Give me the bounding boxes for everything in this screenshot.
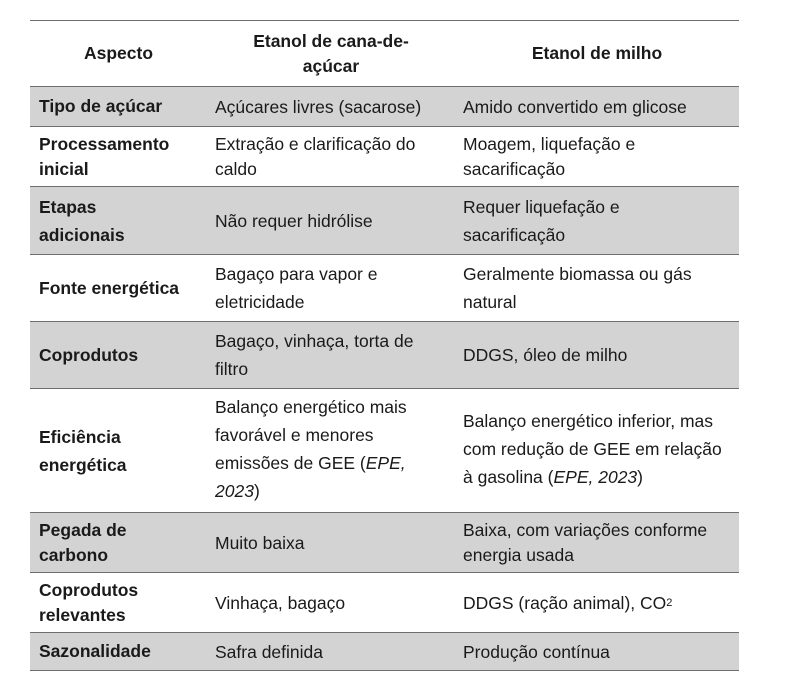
row-corn-value: Baixa, com variações conforme energia usada — [463, 519, 708, 565]
row-aspect: Tipo de açúcar — [39, 96, 163, 116]
row-aspect: Coprodutos — [39, 344, 139, 365]
table-row — [30, 87, 739, 127]
header-sugarcane-ethanol — [207, 21, 455, 86]
row-aspect: Pegada de carbono — [39, 519, 127, 565]
corn-efficiency-close: ) — [637, 467, 643, 487]
comparison-table — [30, 20, 739, 671]
row-aspect: Processamento inicial — [39, 133, 170, 179]
sugarcane-efficiency-citation: EPE, 2023 — [215, 453, 406, 501]
row-aspect: Etapas adicionais — [39, 196, 125, 245]
row-sugarcane-value — [207, 389, 455, 512]
header-corn-ethanol: Etanol de milho — [531, 43, 663, 63]
row-sugarcane-value: Açúcares livres (sacarose) — [215, 96, 422, 117]
header-aspect: Aspecto — [83, 43, 154, 63]
row-aspect: Sazonalidade — [39, 641, 151, 661]
row-corn-value: DDGS, óleo de milho — [463, 345, 628, 365]
row-aspect: Fonte energética — [39, 277, 180, 298]
table-row — [30, 255, 739, 322]
row-corn-value: Amido convertido em glicose — [463, 96, 687, 117]
row-corn-value: Geralmente biomassa ou gás natural — [463, 264, 692, 312]
sugarcane-efficiency-close: ) — [253, 481, 260, 501]
table-row — [30, 389, 739, 513]
row-aspect: Eficiência energética — [39, 426, 127, 475]
corn-efficiency-text: Balanço energético inferior, mas com redução de GEE em relação à gasolina ( — [463, 411, 722, 487]
table-row — [30, 633, 739, 671]
row-corn-value — [455, 573, 739, 632]
corn-coproducts-text: DDGS (ração animal), CO — [463, 592, 667, 613]
row-sugarcane-value: Bagaço para vapor e eletricidade — [215, 264, 378, 312]
corn-efficiency-citation: EPE, 2023 — [553, 467, 638, 487]
table-header-row — [30, 20, 739, 87]
row-sugarcane-value: Vinhaça, bagaço — [215, 592, 346, 613]
row-sugarcane-value: Não requer hidrólise — [215, 210, 373, 231]
table-row — [30, 573, 739, 633]
row-corn-value — [455, 389, 739, 512]
row-corn-value: Requer liquefação e sacarificação — [463, 196, 620, 245]
row-sugarcane-value: Muito baixa — [215, 532, 305, 553]
row-corn-value: Produção contínua — [463, 641, 610, 662]
row-aspect: Coprodutos relevantes — [39, 579, 139, 625]
table-row — [30, 187, 739, 255]
table-row — [30, 127, 739, 187]
table-row — [30, 513, 739, 573]
row-sugarcane-value: Extração e clarificação do caldo — [215, 133, 416, 179]
subscript-two: 2 — [666, 596, 673, 609]
header-sugarcane-text: Etanol de cana-de-açúcar — [253, 30, 409, 76]
row-sugarcane-value: Bagaço, vinhaça, torta de filtro — [215, 331, 414, 379]
table-row — [30, 322, 739, 389]
row-corn-value: Moagem, liquefação e sacarificação — [463, 133, 636, 179]
sugarcane-efficiency-text: Balanço energético mais favorável e menores emissões de GEE ( — [215, 397, 407, 473]
row-sugarcane-value: Safra definida — [215, 641, 323, 662]
